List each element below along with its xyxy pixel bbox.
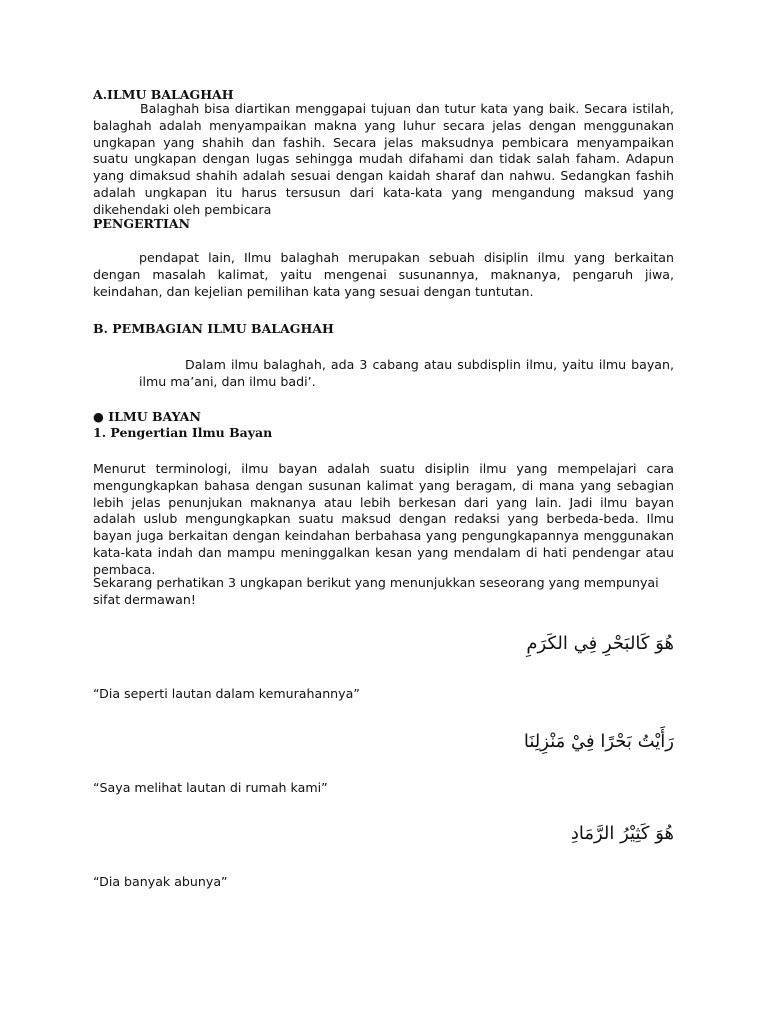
paragraph-pembagian: Dalam ilmu balaghah, ada 3 cabang atau subdisplin ilmu, yaitu ilmu bayan, ilmu ma’ani, dan ilmu badi’.: [139, 357, 674, 389]
section-heading-pengertian: PENGERTIAN: [93, 216, 190, 231]
translation-example-3: “Dia banyak abunya”: [93, 874, 228, 889]
section-heading-ilmu-bayan: ● ILMU BAYAN: [93, 409, 201, 424]
paragraph-ilmu-bayan-terminologi: Menurut terminologi, ilmu bayan adalah suatu disiplin ilmu yang mempelajari cara mengungkapkan bahasa dengan susunan kalimat yang beragam, di mana yang sebagian lebih jelas penunjukan maknanya atau lebih berkesan dari yang lain. Jadi ilmu bayan adalah uslub mengungkapkan suatu maksud dengan redaksi yang berbeda-beda. Ilmu bayan juga berkaitan dengan keindahan berbahasa yang pengungkapannya menggunakan kata-kata indah dan mampu meninggalkan kesan yang mendalam di hati pendengar atau pembaca.: [93, 461, 674, 577]
arabic-example-3: هُوَ كَثِيْرُ الرَّمَادِ: [570, 823, 674, 844]
section-heading-ilmu-balaghah: A.ILMU BALAGHAH: [93, 87, 234, 102]
arabic-example-1: هُوَ كَالبَحْرِ فِي الكَرَمِ: [526, 633, 674, 654]
paragraph-balaghah-definition: Balaghah bisa diartikan menggapai tujuan dan tutur kata yang baik. Secara istilah, balaghah adalah menyampaikan makna yang luhur secara jelas dengan menggunakan ungkapan yang shahih dan fashih. Secara jelas maksudnya pembicara menyampaikan suatu ungkapan dengan lugas sehingga mudah difahami dan tidak salah faham. Adapun yang dimaksud shahih adalah sesuai dengan kaidah sharaf dan nahwu. Sedangkan fashih adalah ungkapan itu harus tersusun dari kata-kata yang mengandung maksud yang dikehendaki oleh pembicara: [93, 101, 674, 217]
paragraph-pengertian: pendapat lain, Ilmu balaghah merupakan sebuah disiplin ilmu yang berkaitan dengan masalah kalimat, yaitu mengenai susunannya, maknanya, pengaruh jiwa, keindahan, dan kejelian pemilihan kata yang sesuai dengan tuntutan.: [93, 250, 674, 299]
translation-example-2: “Saya melihat lautan di rumah kami”: [93, 780, 328, 795]
section-heading-pembagian: B. PEMBAGIAN ILMU BALAGHAH: [93, 321, 334, 336]
paragraph-ilmu-bayan-intro-examples: Sekarang perhatikan 3 ungkapan berikut yang menunjukkan seseorang yang mempunyai sifat dermawan!: [93, 575, 659, 607]
arabic-example-2: رَأَيْتُ بَحْرًا فِيْ مَنْزِلِنَا: [523, 731, 674, 752]
translation-example-1: “Dia seperti lautan dalam kemurahannya”: [93, 686, 360, 701]
subheading-pengertian-ilmu-bayan: 1. Pengertian Ilmu Bayan: [93, 425, 273, 440]
